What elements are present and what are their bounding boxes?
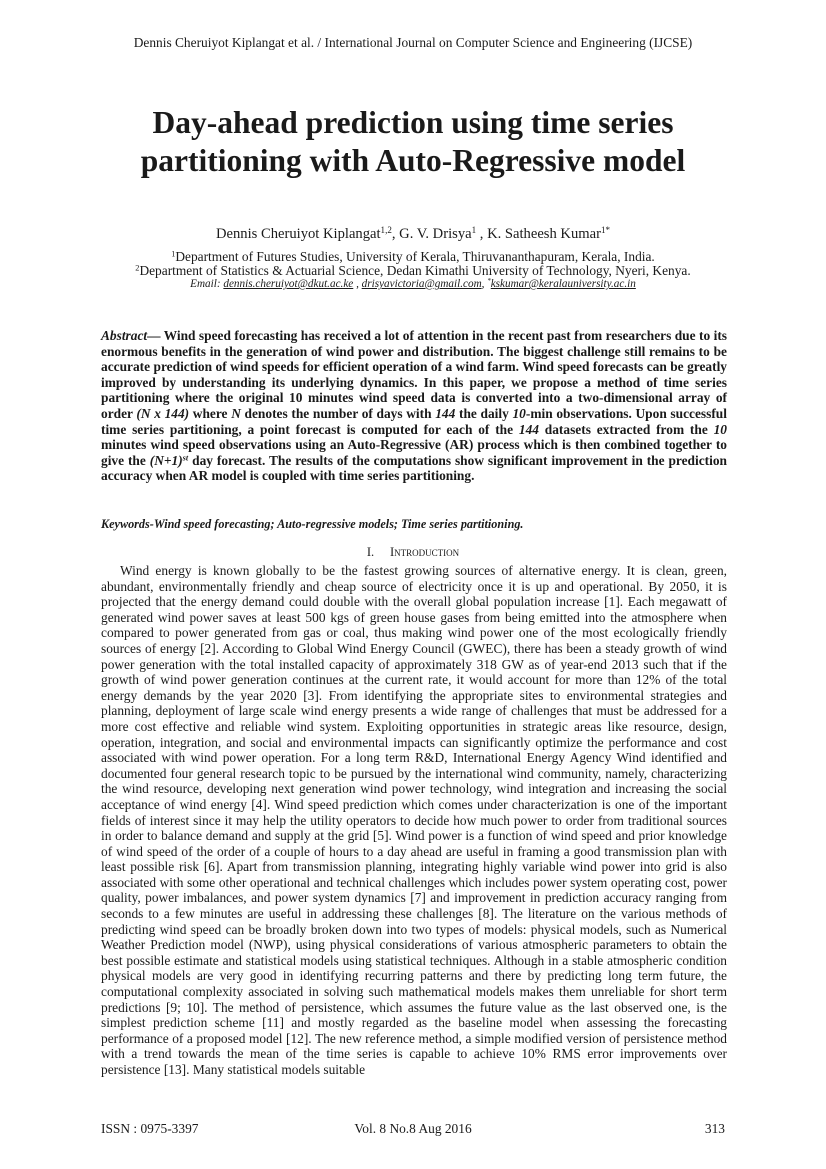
abstract-text-7: minutes wind speed observations using an Auto-Regressive (AR) process which is then combined together to give the bbox=[101, 437, 727, 468]
author-2-name: , G. V. Drisya bbox=[391, 226, 472, 242]
running-head: Dennis Cheruiyot Kiplangat et al. / International Journal on Computer Science and Engineering (IJCSE) bbox=[133, 35, 693, 50]
author-3-name: , K. Satheesh Kumar bbox=[476, 226, 601, 242]
footer-volume: Vol. 8 No.8 Aug 2016 bbox=[354, 1121, 472, 1136]
section-heading-introduction bbox=[0, 545, 826, 560]
email-line bbox=[0, 278, 826, 290]
abstract-text-2: where bbox=[189, 405, 232, 421]
keywords bbox=[101, 517, 727, 532]
affiliation-2-marker: 2 bbox=[135, 263, 140, 273]
section-number: I. bbox=[366, 545, 375, 559]
email-link-2[interactable]: drisyavictoria@gmail.com bbox=[361, 278, 482, 290]
abstract-italic-4: 10 bbox=[512, 405, 526, 421]
affiliation-1-marker: 1 bbox=[171, 249, 176, 259]
author-2-affil-marker: 1 bbox=[471, 225, 477, 236]
section-title: Introduction bbox=[389, 545, 460, 559]
email-link-1[interactable]: dennis.cheruiyot@dkut.ac.ke bbox=[223, 278, 354, 290]
abstract-text-4: the daily bbox=[455, 405, 513, 421]
introduction-paragraph: Wind energy is known globally to be the fastest growing sources of alternative energy. It is clean, green, abundant, environmentally friendly and cheap source of electricity once it is up and operational. By 2050, it is projected that the energy demand could double with the overall global population increase [1]. Each megawatt of generated wind power saves at least 500 kgs of green house gases from being emitted into the atmosphere when compared to power generated from gas or coal, thus making wind power one of the most ecologically friendly sources of energy [2]. According to Global Wind Energy Council (GWEC), there has been a steady growth of wind power generation with the total installed capacity of approximately 318 GW as of year-end 2013 such that if the growth of wind power generation continues at the current rate, it would account for more than 12% of the total energy demands by the year 2020 [3]. From identifying the appropriate sites to environmental strategies and planning, deployment of large scale wind energy presents a wide range of challenges that must be addressed for a more cost effective and reliable wind system. Exploiting opportunities in strategic areas like resource, design, operation, integration, and social and environmental impacts can significantly optimize the performance and cost associated with wind power operation. For a long term R&D, International Energy Agency Wind identified and documented four general research topic to be pursued by the international wind community, namely, characterizing the wind resource, developing next generation wind power technology, wind integration and increasing the social acceptance of wind energy [4]. Wind speed prediction which comes under characterization is one of the important fields of interest since it may help the utility operators to decide how much power to order from traditional sources in order to balance demand and supply at the grid [5]. Wind power is a function of wind speed and prior knowledge of wind speed of the order of a couple of hours to a day ahead are useful in framing a good transmission plan with least possible risk [6]. Apart from transmission planning, integrating highly variable wind power into grid is also associated with some other operational and technical challenges which includes power system operating cost, power quality, power imbalances, and power system dynamics [7] and improvement in prediction accuracy ranging from seconds to a few minutes are useful in addressing these challenges [8]. The literature on the various methods of predicting wind speed can be broadly broken down into two types of models: physical models, such as Numerical Weather Prediction model (NWP), using physical considerations of various atmospheric parameters to obtain the best possible estimate and statistical models using statistical techniques. Although in a stable atmospheric condition physical models are very good in identifying recurring patterns and there by predicting long term future, the computational complexity associated in solving such mathematical models makes them unreliable for short term predictions [9; 10]. The method of persistence, which assumes the future value as the last observed one, is the simplest prediction scheme [11] and mostly regarded as the baseline model when assessing the forecasting performance of a proposed model [12]. The new reference method, a simple modified version of persistence method with a trend towards the mean of the time series is capable to achieve 10% RMS error improvements over persistence [13]. Many statistical models suitable bbox=[101, 563, 727, 1077]
abstract-superscript-st: st bbox=[182, 453, 189, 463]
abstract-text-6: datasets extracted from the bbox=[538, 421, 714, 437]
email-separator-2: , bbox=[481, 278, 488, 290]
paper-title bbox=[60, 104, 766, 180]
email-label: Email: bbox=[190, 278, 224, 290]
affiliation-2 bbox=[0, 263, 826, 279]
author-3-affil-marker: 1* bbox=[600, 225, 611, 236]
author-list bbox=[0, 226, 826, 243]
affiliation-2-text: Department of Statistics & Actuarial Science, Dedan Kimathi University of Technology, Nyeri, Kenya. bbox=[139, 263, 691, 278]
email-separator-1: , bbox=[353, 278, 362, 290]
affiliation-1-text: Department of Futures Studies, University of Kerala, Thiruvananthapuram, Kerala, India. bbox=[175, 249, 655, 264]
title-line-1: Day-ahead prediction using time series bbox=[152, 105, 674, 140]
abstract-text-3: denotes the number of days with bbox=[240, 405, 436, 421]
footer-page-number: 313 bbox=[704, 1121, 725, 1136]
title-line-2: partitioning with Auto-Regressive model bbox=[140, 143, 686, 178]
abstract-text-1: Wind speed forecasting has received a lot of attention in the recent past from researchers due to its enormous benefits in the generation of wind power and distribution. The biggest challenge still remains to be accurate prediction of wind speeds for efficient operation of a wind farm. Wind speed forecasts can be greatly improved by understanding its underlying dynamics. In this paper, we propose a method of time series partitioning where the original 10 minutes wind speed data is converted into a two-dimensional array of order bbox=[101, 328, 727, 421]
keywords-text: Wind speed forecasting; Auto-regressive models; Time series partitioning. bbox=[153, 517, 524, 531]
abstract-italic-5: 144 bbox=[518, 421, 539, 437]
abstract-text-5: -min observations. Upon successful time series partitioning, a point forecast is computed for each of the bbox=[101, 405, 727, 437]
abstract-italic-7: (N+1) bbox=[149, 452, 183, 468]
abstract-italic-2: N bbox=[231, 405, 241, 421]
abstract-italic-6: 10 bbox=[713, 421, 727, 437]
author-1-name: Dennis Cheruiyot Kiplangat bbox=[215, 226, 381, 242]
abstract bbox=[101, 328, 727, 484]
abstract-label: Abstract bbox=[101, 328, 148, 343]
abstract-text-8: day forecast. The results of the computations show significant improvement in the prediction accuracy when AR model is coupled with time series partitioning. bbox=[101, 452, 727, 484]
abstract-dash: — bbox=[147, 328, 164, 343]
keywords-label: Keywords- bbox=[101, 517, 154, 531]
author-1-affil-marker: 1,2 bbox=[380, 225, 392, 236]
abstract-italic-3: 144 bbox=[435, 405, 456, 421]
footer-issn: ISSN : 0975-3397 bbox=[101, 1121, 199, 1136]
email-link-3[interactable]: kskumar@keralauniversity.ac.in bbox=[490, 278, 636, 290]
abstract-italic-1: (N x 144) bbox=[136, 405, 190, 421]
corresponding-author-marker: * bbox=[487, 277, 491, 286]
